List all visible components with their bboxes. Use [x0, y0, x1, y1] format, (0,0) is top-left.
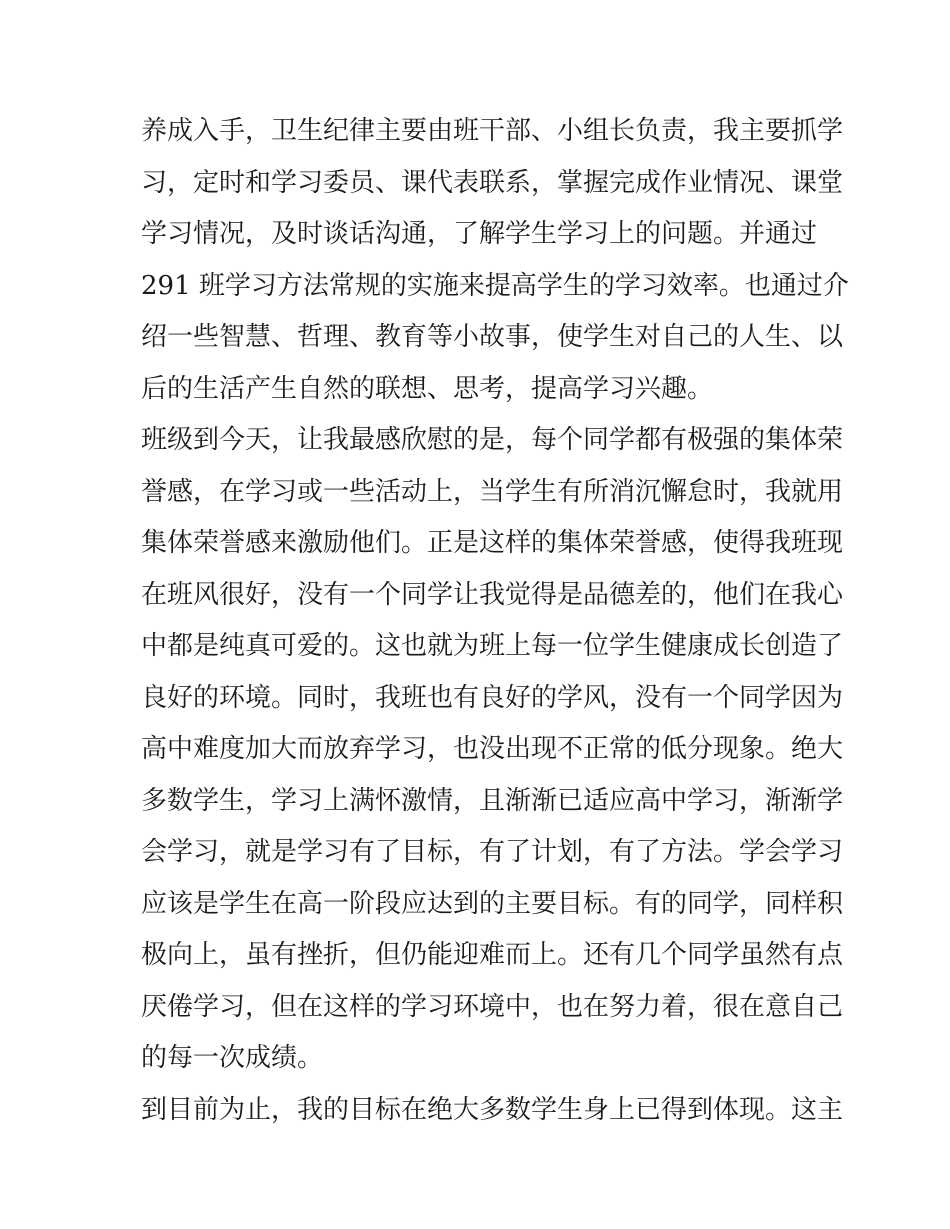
text-line: 应该是学生在高一阶段应达到的主要目标。有的同学，同样积	[141, 888, 844, 919]
text-line: 集体荣誉感来激励他们。正是这样的集体荣誉感，使得我班现	[141, 528, 844, 558]
text-line: 极向上，虽有挫折，但仍能迎难而上。还有几个同学虽然有点	[141, 940, 844, 970]
text-line: 誉感，在学习或一些活动上，当学生有所消沉懈怠时，我就用	[141, 476, 844, 507]
document-body-text	[141, 106, 849, 1136]
text-line: 291 班学习方法常规的实施来提高学生的学习效率。也通过介	[141, 270, 849, 301]
text-line: 习，定时和学习委员、课代表联系，掌握完成作业情况、课堂	[141, 167, 844, 198]
text-line: 会学习，就是学习有了目标，有了计划，有了方法。学会学习	[141, 837, 844, 867]
text-line: 中都是纯真可爱的。这也就为班上每一位学生健康成长创造了	[141, 631, 844, 661]
text-line: 良好的环境。同时，我班也有良好的学风，没有一个同学因为	[141, 682, 844, 713]
text-line: 班级到今天，让我最感欣慰的是，每个同学都有极强的集体荣	[141, 425, 844, 455]
text-line: 高中难度加大而放弃学习，也没出现不正常的低分现象。绝大	[141, 734, 844, 764]
text-line: 到目前为止，我的目标在绝大多数学生身上已得到体现。这主	[141, 1094, 844, 1125]
text-line: 厌倦学习，但在这样的学习环境中，也在努力着，很在意自己	[141, 991, 844, 1022]
text-line: 后的生活产生自然的联想、思考，提高学习兴趣。	[141, 373, 714, 404]
text-line: 养成入手，卫生纪律主要由班干部、小组长负责，我主要抓学	[141, 116, 844, 146]
text-line: 学习情况，及时谈话沟通，了解学生学习上的问题。并通过	[141, 219, 818, 249]
text-line: 绍一些智慧、哲理、教育等小故事，使学生对自己的人生、以	[141, 322, 844, 352]
text-line: 的每一次成绩。	[141, 1043, 324, 1073]
text-line: 多数学生，学习上满怀激情，且渐渐已适应高中学习，渐渐学	[141, 785, 844, 816]
text-line: 在班风很好，没有一个同学让我觉得是品德差的，他们在我心	[141, 579, 844, 610]
